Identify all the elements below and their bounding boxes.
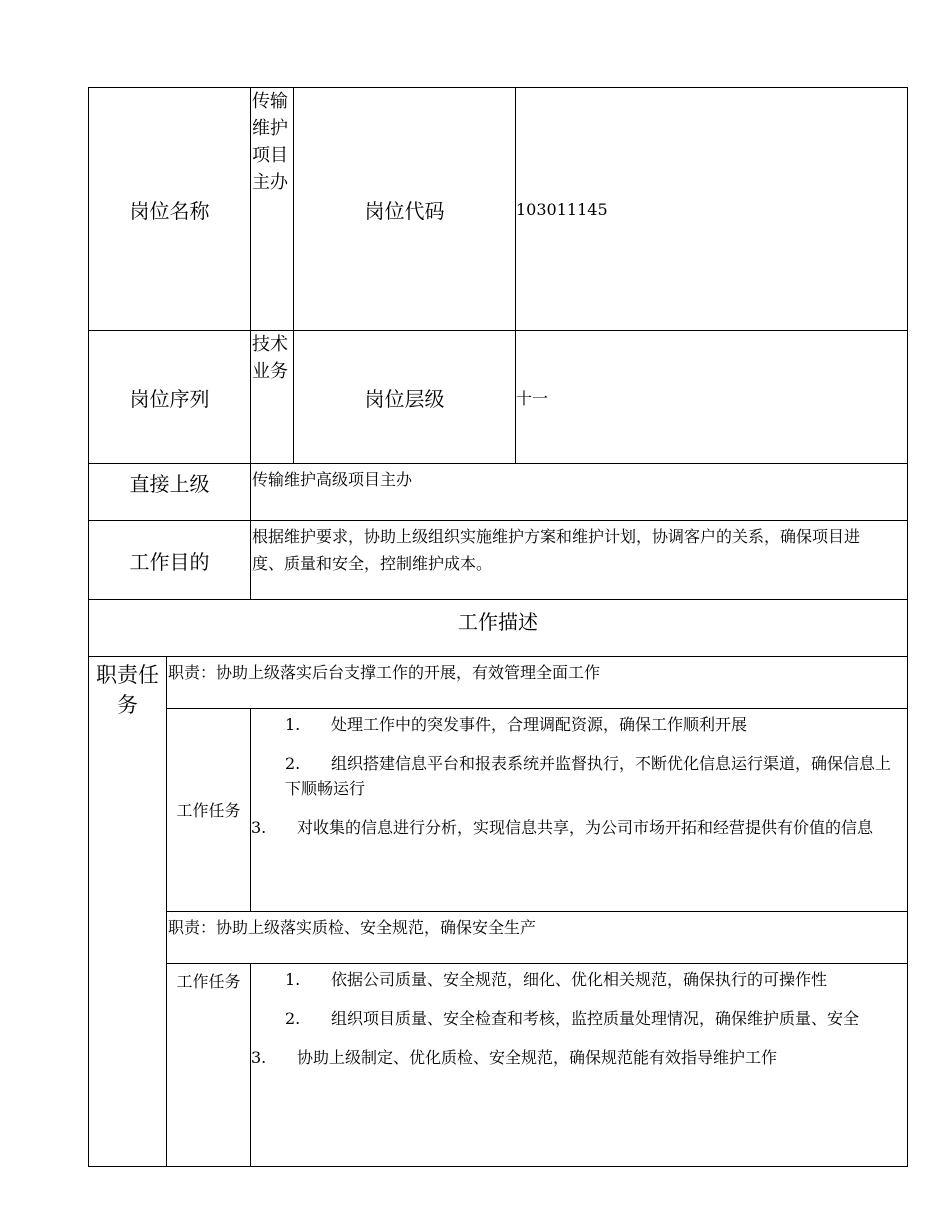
duty-2-responsibility: 职责：协助上级落实质检、安全规范，确保安全生产 <box>167 912 908 964</box>
task-item <box>251 1006 893 1031</box>
position-series-value: 技术业务 <box>251 331 294 464</box>
task-number: 1. <box>285 715 301 734</box>
description-title: 工作描述 <box>89 600 908 657</box>
position-code-value: 103011145 <box>516 88 908 331</box>
duty-side-label: 职责任务 <box>89 657 167 1167</box>
position-name-label: 岗位名称 <box>89 88 251 331</box>
task-text: 处理工作中的突发事件，合理调配资源，确保工作顺利开展 <box>331 715 748 734</box>
task-number: 2. <box>285 1009 301 1028</box>
task-number: 3. <box>251 1048 267 1067</box>
supervisor-value: 传输维护高级项目主办 <box>251 464 908 521</box>
purpose-label: 工作目的 <box>89 521 251 600</box>
row-position-name <box>89 88 908 331</box>
job-info-table <box>88 87 908 1167</box>
task-number: 1. <box>285 970 301 989</box>
duty-1-task-list <box>251 709 908 912</box>
row-purpose <box>89 521 908 600</box>
task-text: 对收集的信息进行分析，实现信息共享，为公司市场开拓和经营提供有价值的信息 <box>297 818 874 837</box>
duty-2-row <box>89 912 908 964</box>
task-number: 3. <box>251 818 267 837</box>
task-number: 2. <box>285 754 301 773</box>
task-item <box>251 1045 893 1070</box>
position-level-label: 岗位层级 <box>294 331 516 464</box>
duty-2-task-label: 工作任务 <box>167 964 251 1167</box>
row-description-title <box>89 600 908 657</box>
task-item <box>251 815 893 840</box>
task-item <box>251 751 893 801</box>
job-description-page <box>88 87 907 1167</box>
row-supervisor <box>89 464 908 521</box>
position-code-label: 岗位代码 <box>294 88 516 331</box>
task-text: 组织项目质量、安全检查和考核，监控质量处理情况，确保维护质量、安全 <box>331 1009 860 1028</box>
supervisor-label: 直接上级 <box>89 464 251 521</box>
duty-1-tasks-row <box>89 709 908 912</box>
position-level-value: 十一 <box>516 331 908 464</box>
task-text: 组织搭建信息平台和报表系统并监督执行，不断优化信息运行渠道，确保信息上下顺畅运行 <box>285 754 892 798</box>
duty-1-responsibility: 职责：协助上级落实后台支撑工作的开展，有效管理全面工作 <box>167 657 908 709</box>
purpose-value: 根据维护要求，协助上级组织实施维护方案和维护计划，协调客户的关系，确保项目进度、质量和安全，控制维护成本。 <box>251 521 908 600</box>
duty-1-row <box>89 657 908 709</box>
task-text: 依据公司质量、安全规范，细化、优化相关规范，确保执行的可操作性 <box>331 970 828 989</box>
duty-2-tasks-row <box>89 964 908 1167</box>
task-item <box>251 967 893 992</box>
task-text: 协助上级制定、优化质检、安全规范，确保规范能有效指导维护工作 <box>297 1048 778 1067</box>
position-series-label: 岗位序列 <box>89 331 251 464</box>
duty-2-task-list <box>251 964 908 1167</box>
duty-1-task-label: 工作任务 <box>167 709 251 912</box>
row-position-series <box>89 331 908 464</box>
task-item <box>251 712 893 737</box>
position-name-value: 传输维护项目主办 <box>251 88 294 331</box>
